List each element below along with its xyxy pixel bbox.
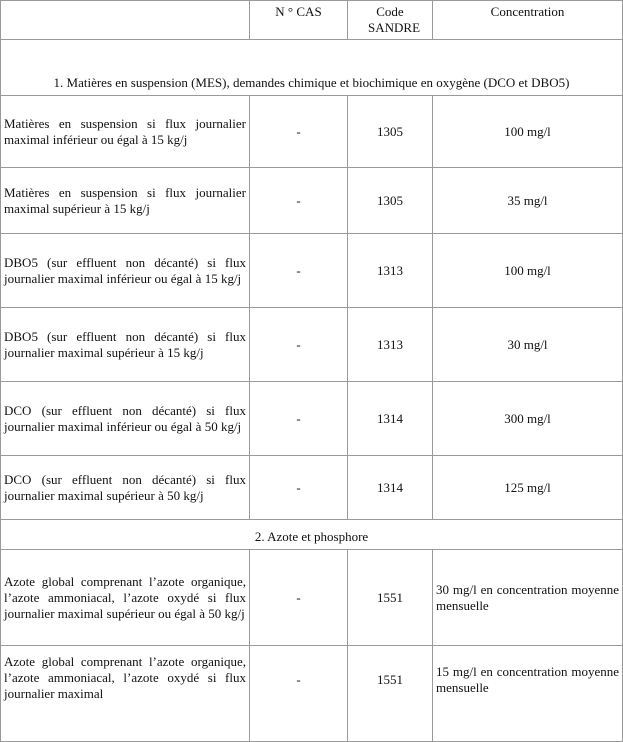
sandre-code: 1314 (348, 382, 433, 456)
concentration-value: 300 mg/l (433, 382, 623, 456)
table-row (1, 234, 623, 308)
table-row (1, 96, 623, 168)
table-row (1, 550, 623, 646)
parameter-description: DBO5 (sur effluent non décanté) si flux journalier maximal supérieur à 15 kg/j (1, 308, 250, 382)
cas-number: - (250, 382, 348, 456)
sandre-code: 1551 (348, 646, 433, 742)
section-header-row (1, 520, 623, 550)
table-row (1, 168, 623, 234)
sandre-code: 1313 (348, 234, 433, 308)
header-parameter (1, 1, 250, 40)
parameter-description: Matières en suspension si flux journalier maximal supérieur à 15 kg/j (1, 168, 250, 234)
table-row (1, 456, 623, 520)
parameter-description: Azote global comprenant l’azote organique, l’azote ammoniacal, l’azote oxydé si flux journalier maximal supérieur ou égal à 50 kg/j (1, 550, 250, 646)
header-cas-number: N ° CAS (250, 1, 348, 40)
cas-number: - (250, 550, 348, 646)
header-sandre-code: Code SANDRE (348, 1, 433, 40)
concentration-value: 30 mg/l (433, 308, 623, 382)
parameter-description: Azote global comprenant l’azote organique, l’azote ammoniacal, l’azote oxydé si flux journalier maximal (1, 646, 250, 742)
sandre-code: 1313 (348, 308, 433, 382)
section-title: 2. Azote et phosphore (1, 520, 623, 550)
section-title: 1. Matières en suspension (MES), demandes chimique et biochimique en oxygène (DCO et DBO5) (1, 40, 623, 96)
header-concentration: Concentration (433, 1, 623, 40)
parameter-description: DBO5 (sur effluent non décanté) si flux journalier maximal inférieur ou égal à 15 kg/j (1, 234, 250, 308)
concentration-value: 125 mg/l (433, 456, 623, 520)
sandre-code: 1551 (348, 550, 433, 646)
table-row (1, 308, 623, 382)
concentration-value: 100 mg/l (433, 234, 623, 308)
parameter-description: Matières en suspension si flux journalier maximal inférieur ou égal à 15 kg/j (1, 96, 250, 168)
cas-number: - (250, 456, 348, 520)
cas-number: - (250, 96, 348, 168)
cas-number: - (250, 234, 348, 308)
header-row (1, 1, 623, 40)
concentration-value: 30 mg/l en concentration moyenne mensuelle (433, 550, 623, 646)
parameter-description: DCO (sur effluent non décanté) si flux journalier maximal inférieur ou égal à 50 kg/j (1, 382, 250, 456)
concentration-value: 15 mg/l en concentration moyenne mensuelle (433, 646, 623, 742)
concentration-value: 100 mg/l (433, 96, 623, 168)
sandre-code: 1314 (348, 456, 433, 520)
table-row (1, 382, 623, 456)
sandre-code: 1305 (348, 168, 433, 234)
table-row (1, 646, 623, 742)
concentration-value: 35 mg/l (433, 168, 623, 234)
cas-number: - (250, 168, 348, 234)
cas-number: - (250, 308, 348, 382)
parameter-description: DCO (sur effluent non décanté) si flux journalier maximal supérieur à 50 kg/j (1, 456, 250, 520)
section-header-row (1, 40, 623, 96)
sandre-code: 1305 (348, 96, 433, 168)
cas-number: - (250, 646, 348, 742)
